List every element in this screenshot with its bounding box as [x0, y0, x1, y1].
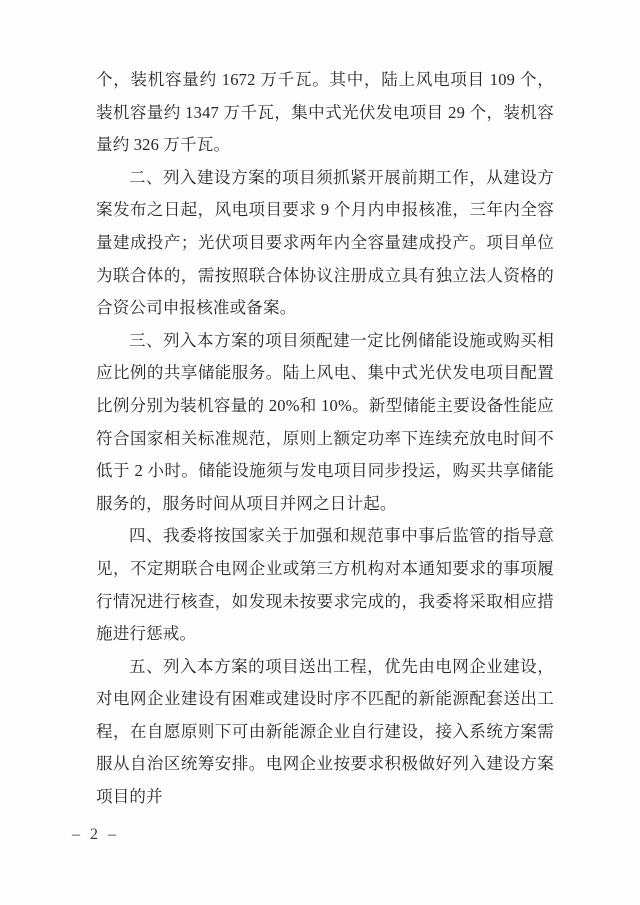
page-number: – 2 – [72, 826, 119, 843]
paragraph-1-capacity-summary: 个，装机容量约 1672 万千瓦。其中，陆上风电项目 109 个，装机容量约 1347 万千瓦，集中式光伏发电项目 29 个，装机容量约 326 万千瓦。 [96, 70, 554, 155]
paragraph-3-energy-storage-requirements: 三、列入本方案的项目须配建一定比例储能设施或购买相应比例的共享储能服务。陆上风电、集中式光伏发电项目配置比例分别为装机容量的 20%和 10%。新型储能主要设备性能应符合国家相关标准规范，原则上额定功率下连续充放电时间不低于 2 小时。储能设施须与发电项目同步投运，购买共享储能服务的，服务时间从项目并网之日计起。 [96, 330, 554, 513]
paragraph-4-supervision-and-inspection: 四、我委将按国家关于加强和规范事中事后监管的指导意见，不定期联合电网企业或第三方机构对本通知要求的事项履行情况进行核查，如发现未按要求完成的，我委将采取相应措施进行惩戒。 [96, 526, 554, 644]
paragraph-5-grid-connection-works: 五、列入本方案的项目送出工程，优先由电网企业建设，对电网企业建设有困难或建设时序不匹配的新能源配套送出工程，在自愿原则下可由新能源企业自行建设，接入系统方案需服从自治区统筹安排。电网企业按要求积极做好列入建设方案项目的并 [96, 656, 554, 807]
document-body [96, 64, 554, 814]
paragraph-2-preliminary-work-requirements: 二、列入建设方案的项目须抓紧开展前期工作，从建设方案发布之日起，风电项目要求 9 个月内申报核准，三年内全容量建成投产；光伏项目要求两年内全容量建成投产。项目单位为联合体的，需按照联合体协议注册成立具有独立法人资格的合资公司申报核准或备案。 [96, 167, 554, 318]
